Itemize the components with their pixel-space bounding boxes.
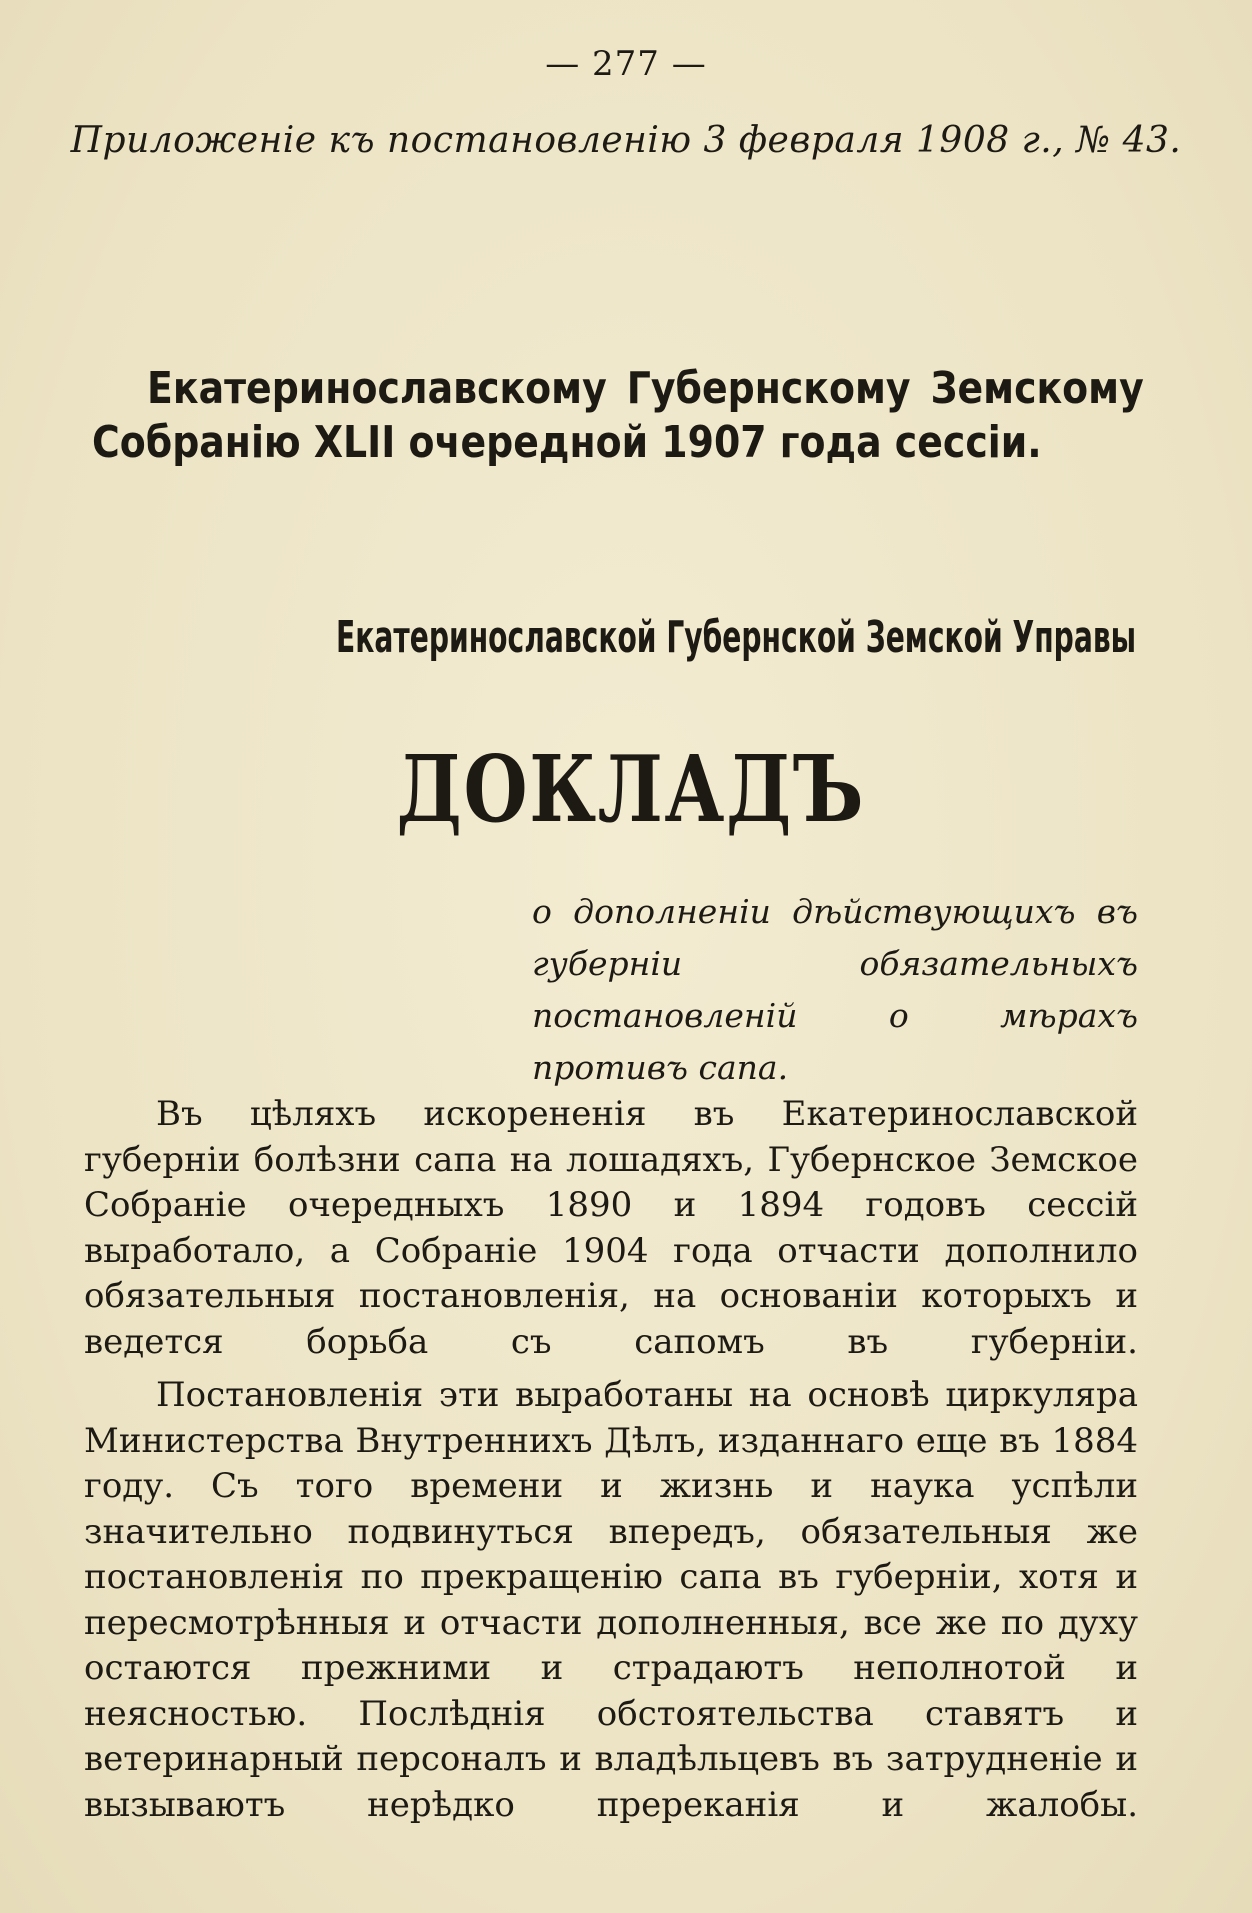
authority-heading: Екатеринославской Губернской Земской Управы [335,612,1136,663]
appendix-note: Приложенiе къ постановленiю 3 февраля 1908 г., № 43. [70,120,1182,161]
body-text [84,1092,1138,1836]
addressee-heading: Екатеринославскому Губернскому Земскому Собранiю XLII очередной 1907 года сессiи. [92,363,1144,468]
document-title: ДОКЛАДЪ [396,735,866,843]
paragraph: Постановленiя эти выработаны на основѣ циркуляра Министерства Внутреннихъ Дѣлъ, изданнаго еще въ 1884 году. Съ того времени и жизнь и наука успѣли значительно подвинуться впередъ, обязательныя же постановленiя по прекращенiю сапа въ губернiи, хотя и пересмотрѣнныя и отчасти дополненныя, все же по духу остаются прежними и страдаютъ неполнотой и неясностью. Послѣднiя обстоятельства ставятъ и ветеринарный персоналъ и владѣльцевъ въ затрудненiе и вызываютъ нерѣдко пререканiя и жалобы. [84,1375,1138,1825]
paragraph: Въ цѣляхъ искорененiя въ Екатеринославской губернiи болѣзни сапа на лошадяхъ, Губернское Земское Собранiе очередныхъ 1890 и 1894 годовъ сессiй выработало, а Собранiе 1904 года отчасти дополнило обязательныя постановленiя, на основанiи которыхъ и ведется борьба съ сапомъ въ губернiи. [84,1094,1138,1362]
page-number: — 277 — [545,44,707,84]
document-subject: о дополненiи дѣйствующихъ въ губернiи обязательныхъ постановленiй о мѣрахъ противъ сапа. [532,892,1138,1087]
